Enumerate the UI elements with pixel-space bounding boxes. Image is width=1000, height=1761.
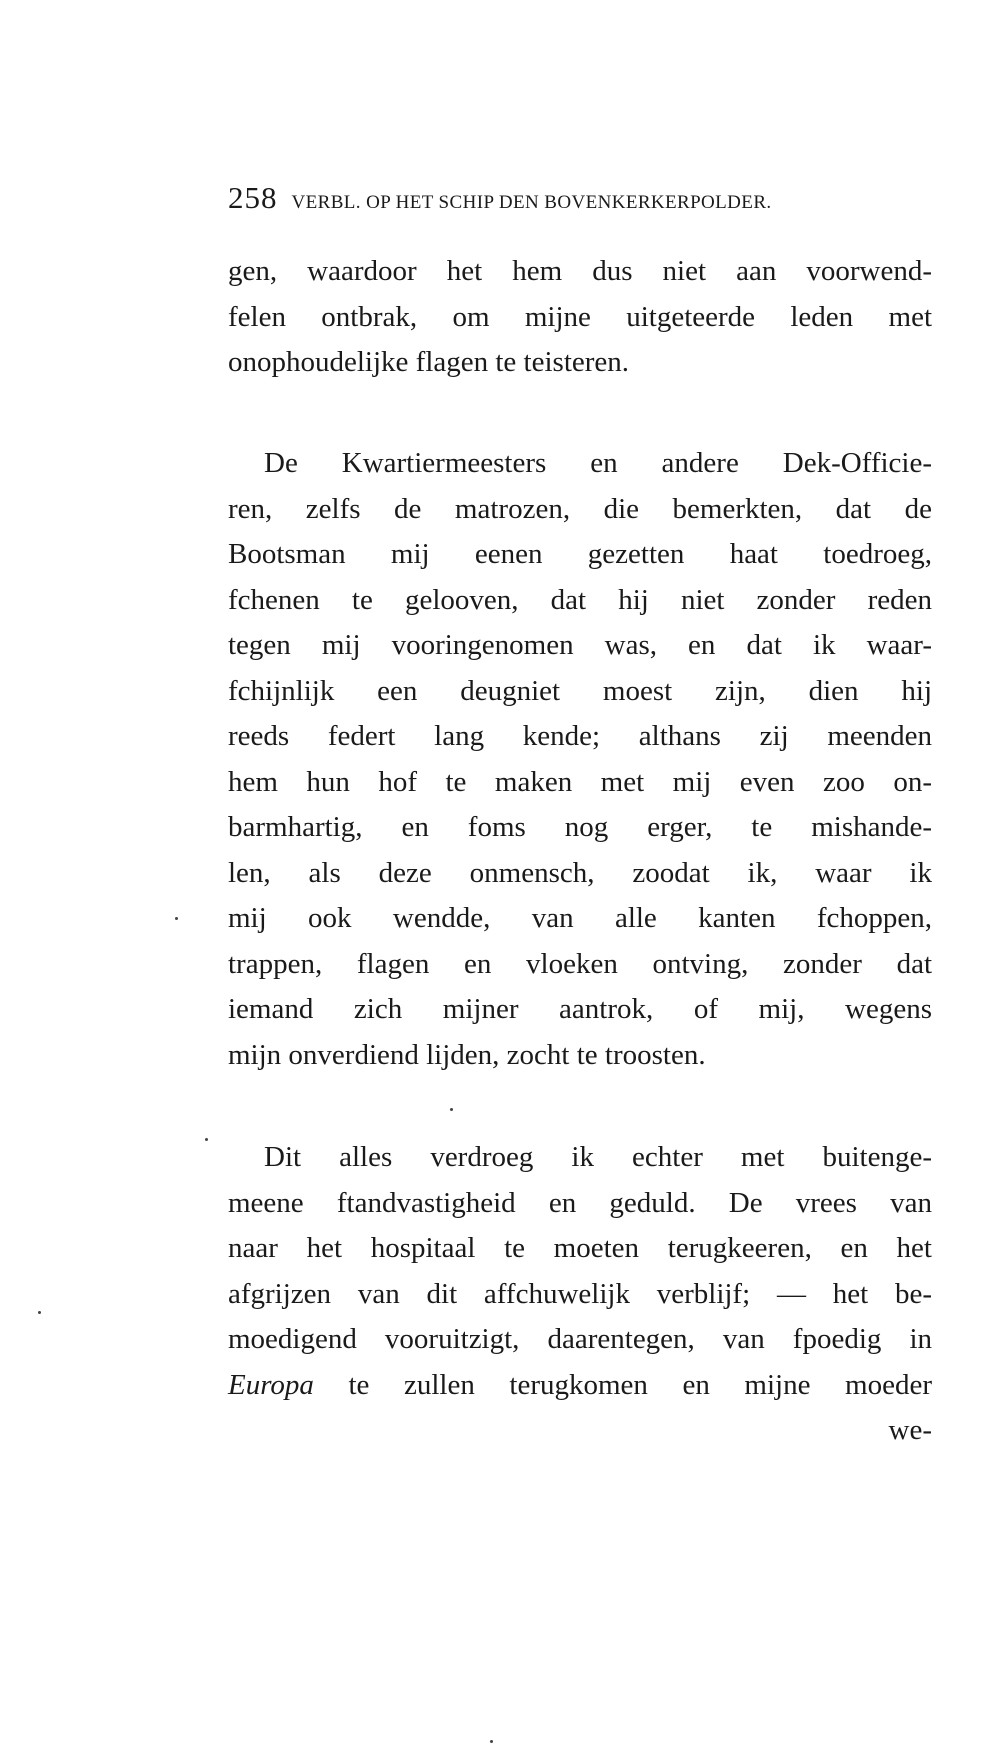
text-line: mij ook wendde, van alle kanten fchoppen, bbox=[228, 902, 932, 934]
text-line: mijn onverdiend lijden, zocht te troosten. bbox=[228, 1038, 706, 1071]
text-line: len, als deze onmensch, zoodat ik, waar ik bbox=[228, 856, 932, 889]
print-speck bbox=[175, 917, 178, 920]
text-line: trappen, flagen en vloeken ontving, zonder dat bbox=[228, 947, 932, 980]
italic-place-name: Europa bbox=[228, 1368, 314, 1401]
page-header bbox=[228, 180, 942, 220]
text-line: De Kwartiermeesters en andere Dek-Officie- bbox=[264, 447, 932, 479]
text-line bbox=[228, 1363, 932, 1409]
text-line: reeds federt lang kende; althans zij meenden bbox=[228, 720, 932, 752]
text-line: ren, zelfs de matrozen, die bemerkten, dat de bbox=[228, 492, 932, 525]
print-speck bbox=[38, 1311, 41, 1314]
text-line: naar het hospitaal te moeten terugkeeren, en het bbox=[228, 1232, 932, 1264]
catchword: we- bbox=[888, 1414, 932, 1446]
line-rest: te zullen terugkomen en mijne moeder bbox=[348, 1368, 932, 1401]
text-line: hem hun hof te maken met mij even zoo on- bbox=[228, 765, 932, 798]
print-speck bbox=[205, 1138, 208, 1141]
paragraph-2 bbox=[228, 441, 932, 1078]
running-head: VERBL. OP HET SCHIP DEN BOVENKERKERPOLDER. bbox=[291, 192, 772, 213]
paragraph-1 bbox=[228, 249, 932, 386]
text-line: tegen mij vooringenomen was, en dat ik waar- bbox=[228, 629, 932, 661]
print-speck bbox=[490, 1740, 493, 1743]
text-line: onophoudelijke flagen te teisteren. bbox=[228, 346, 630, 378]
text-line: felen ontbrak, om mijne uitgeteerde leden met bbox=[228, 300, 932, 333]
text-line: barmhartig, en foms nog erger, te mishande- bbox=[228, 811, 932, 843]
print-speck bbox=[450, 1108, 453, 1111]
paragraph-3 bbox=[228, 1135, 932, 1408]
text-line: meene ftandvastigheid en geduld. De vrees van bbox=[228, 1186, 932, 1219]
text-line: Dit alles verdroeg ik echter met buitenge- bbox=[264, 1141, 932, 1173]
text-line: moedigend vooruitzigt, daarentegen, van fpoedig in bbox=[228, 1323, 932, 1355]
text-line: afgrijzen van dit affchuwelijk verblijf; — het be- bbox=[228, 1277, 932, 1310]
text-line: gen, waardoor het hem dus niet aan voorwend- bbox=[228, 255, 932, 287]
text-line: Bootsman mij eenen gezetten haat toedroeg, bbox=[228, 538, 932, 570]
catchword-block bbox=[228, 1408, 932, 1454]
text-line: iemand zich mijner aantrok, of mij, wegens bbox=[228, 993, 932, 1025]
text-line: fchijnlijk een deugniet moest zijn, dien hij bbox=[228, 674, 932, 707]
page-number: 258 bbox=[228, 180, 278, 215]
text-line: fchenen te gelooven, dat hij niet zonder reden bbox=[228, 583, 932, 616]
